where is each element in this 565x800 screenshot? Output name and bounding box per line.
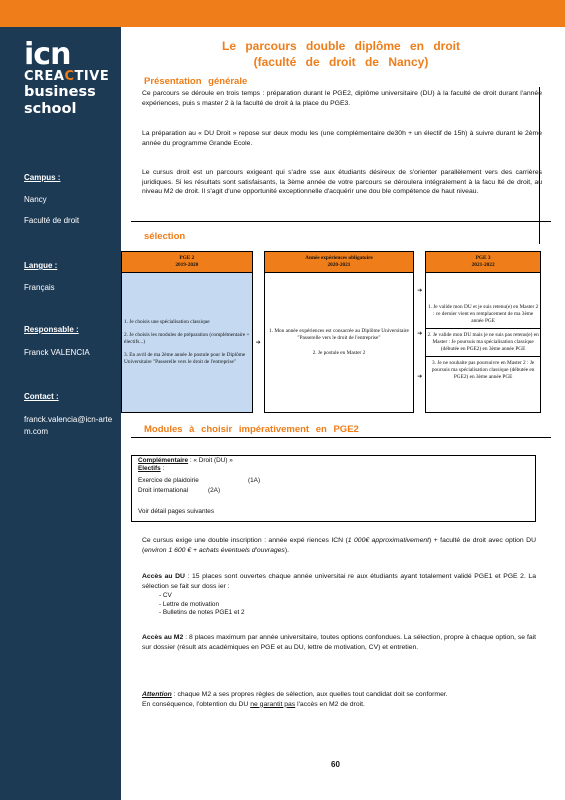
- presentation-paragraph-3: Le cursus droit est un parcours exigeant qui s'adre sse aux étudiants désireux de s'orienter parallèlement vers des carrières juridiques. Si les résultats sont satisfaisants, la 3ème année de votre parcours se déroulera intégralement à la facu lté de droit, au niveau M2 de droit. Il s'agit d'une opportunité exceptionnelle d'acquérir une dou ble compétence de haut niveau.: [142, 169, 542, 196]
- langue-heading: Langue :: [24, 261, 58, 270]
- contact-email[interactable]: franck.valencia@icn-artem.com: [24, 415, 113, 436]
- section-separator: [131, 221, 551, 222]
- campus-city: Nancy: [24, 195, 47, 204]
- pge2-steps-cell: 1. Je choisis une spécialisation classique 2. Je choisis les modules de préparation (complémentaire + électifs...) 3. En avril de ma 2ème année Je postule pour le Diplôme Universitaire "Passerelle vers le droit de l'entreprise": [122, 273, 253, 413]
- logo-icn-text: icn: [24, 37, 71, 72]
- pge3-options-cell: [426, 273, 541, 413]
- presentation-paragraph-2: La préparation au « DU Droit » repose sur deux modu les (une complémentaire de30h + un électif de 15h) à suivre durant le 2ème année du programme Grande Ecole.: [142, 130, 542, 147]
- campus-faculty: Faculté de droit: [24, 216, 80, 225]
- acces-du-list: - CV - Lettre de motivation - Bulletins de notes PGE1 et 2: [159, 592, 245, 616]
- logo-creactive-text: CREACTIVE: [24, 69, 110, 84]
- section-separator: [131, 437, 551, 438]
- pge3-option-1: 1. Je valide mon DU et je suis retenu(e) en Master 2 : ce dernier vient en remplacement de ma 3ème année PGE: [426, 301, 540, 329]
- header-pge2: PGE 2 2019-2020: [122, 252, 253, 273]
- acces-m2-paragraph: Accès au M2 : 8 places maximum par année universitaire, toutes options confondues. La sélection, propre à chaque option, se fait sur dossier (résult ats académiques en PGE et au DU, lettre de motivation, CV) et entretien.: [142, 634, 537, 651]
- arrow-icon: ➔: [417, 372, 423, 380]
- presentation-paragraph-1: Ce parcours se déroule en trois temps : préparation durant le PGE2, diplôme universitaire (DU) à la faculté de droit durant l'année expériences, puis s master 2 à la faculté de droit à la place du PGE3.: [142, 90, 542, 107]
- section-presentation-heading: Présentation générale: [144, 76, 248, 87]
- section-modules-heading: Modules à choisir impérativement en PGE2: [144, 424, 359, 435]
- header-annee-experiences: Année expériences obligatoire 2020-2021: [264, 252, 414, 273]
- page-number: 60: [331, 760, 340, 769]
- logo-business-text: business: [24, 84, 96, 100]
- arrow-icon: ➔: [417, 329, 423, 337]
- icn-logo: [24, 37, 114, 118]
- arrows-column: [414, 273, 426, 413]
- langue-value: Français: [24, 283, 55, 292]
- arrow-icon: ➔: [255, 339, 261, 346]
- acces-du-paragraph: Accès au DU : 15 places sont ouvertes chaque année universitai re aux étudiants ayant totalement validé PGE1 et PGE 2. La sélection se fait sur doss ier :: [142, 573, 536, 590]
- campus-heading: Campus :: [24, 173, 61, 182]
- electif-international: Droit international (2A): [138, 487, 221, 494]
- inscription-paragraph: Ce cursus exige une double inscription : année expé riences ICN (1 000€ approximativement) + faculté de droit avec option DU (environ 1 600 € + achats éventuels d'ouvrages).: [142, 537, 536, 554]
- annee-experiences-cell: 1. Mon année expériences est consacrée au Diplôme Universitaire "Passerelle vers le droit de l'entreprise" 2. Je postule en Master 2: [264, 273, 414, 413]
- modules-box: Complémentaire : « Droit (DU) » Electifs : Exercice de plaidoirie (1A) Droit international (2A) Voir détail pages suivantes: [131, 455, 536, 522]
- page-title: Le parcours double diplôme en droit (faculté de droit de Nancy): [221, 39, 461, 69]
- responsable-name: Franck VALENCIA: [24, 348, 90, 357]
- voir-detail-text: Voir détail pages suivantes: [138, 508, 215, 515]
- pge3-option-2: 2. Je valide mon DU mais je ne suis pas retenu(e) en Master : Je poursuis ma spécialisation classique (débutée en PGE2) en 3ème année PGE: [426, 329, 540, 357]
- contact-heading: Contact :: [24, 392, 59, 401]
- header-pge3: PGE 3 2021-2022: [426, 252, 541, 273]
- arrow-icon: ➔: [417, 286, 423, 294]
- electif-plaidoirie: Exercice de plaidoirie (1A): [138, 477, 261, 484]
- top-orange-bar: [0, 0, 565, 27]
- logo-school-text: school: [24, 101, 77, 117]
- pge3-option-3: 3. Je ne souhaite pas poursuivre en Master 2 : Je poursuis ma spécialisation classique (débutée en PGE2) en 3ème année PGE: [431, 360, 535, 380]
- responsable-heading: Responsable :: [24, 325, 79, 334]
- section-selection-heading: sélection: [144, 231, 186, 242]
- attention-paragraph: Attention : chaque M2 a ses propres règles de sélection, aux quelles tout candidat doit se conformer. En conséquence, l'obtention du DU ne garantit pas l'accès en M2 de droit.: [142, 691, 448, 708]
- selection-table: [121, 251, 541, 413]
- sidebar: [0, 27, 121, 800]
